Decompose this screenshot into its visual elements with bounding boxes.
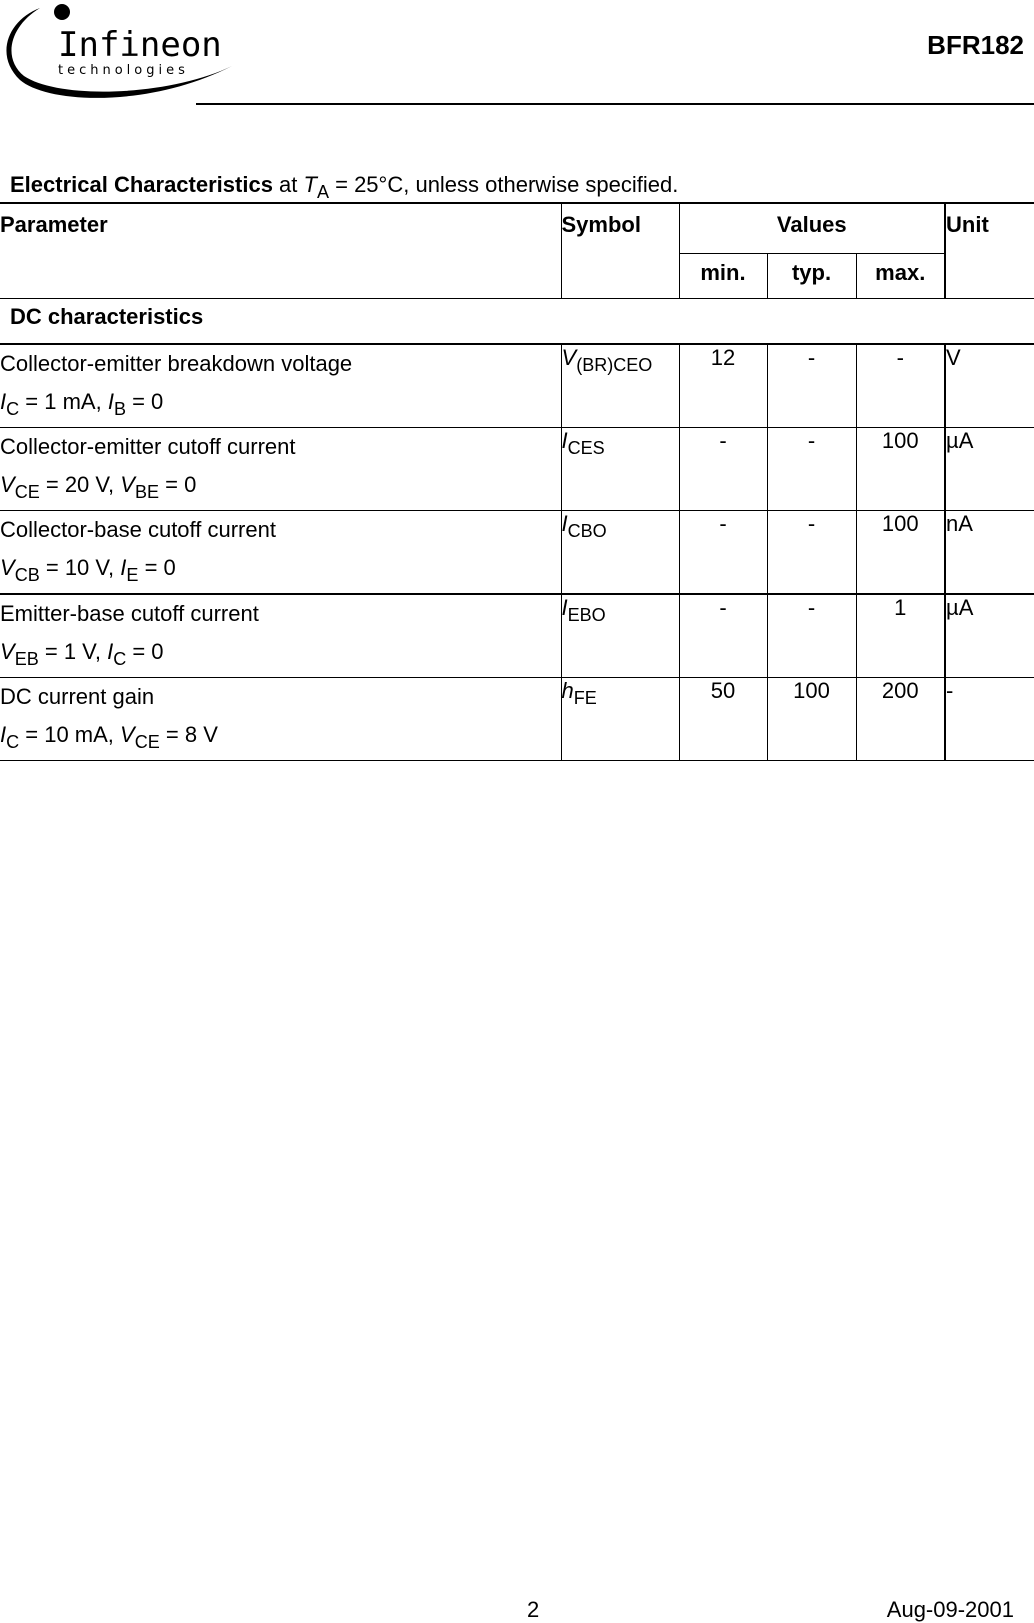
symbol-cell: $h_{FE}$ — [561, 678, 679, 761]
unit-value: µA — [945, 594, 1034, 678]
typ-value: - — [767, 511, 856, 595]
max-value: 1 — [856, 594, 945, 678]
header-typ: typ. — [767, 254, 856, 299]
parameter-cell — [0, 594, 561, 678]
table-caption — [10, 172, 679, 202]
caption-temp-sub: A — [316, 181, 329, 202]
parameter-name: Emitter-base cutoff current — [0, 601, 259, 626]
max-value: 100 — [856, 511, 945, 595]
typ-value: 100 — [767, 678, 856, 761]
table-row — [0, 678, 1034, 761]
logo-subline: technologies — [58, 63, 189, 78]
min-value: - — [679, 428, 767, 511]
section-title: DC characteristics — [0, 299, 1034, 345]
min-value: - — [679, 511, 767, 595]
caption-conditions: = 25°C, unless otherwise specified. — [329, 172, 679, 197]
caption-temp-var: T — [303, 172, 317, 197]
header-unit: Unit — [945, 203, 1034, 299]
unit-value: µA — [945, 428, 1034, 511]
min-value: 50 — [679, 678, 767, 761]
caption-title: Electrical Characteristics — [10, 172, 273, 197]
header-parameter: Parameter — [0, 212, 108, 237]
test-condition: $V_{CE} = 20$ V, $V_{BE} = 0$ — [0, 472, 197, 502]
parameter-cell — [0, 678, 561, 761]
test-condition: $I_C = 10$ mA, $V_{CE} = 8$ V — [0, 722, 218, 752]
symbol-cell: $I_{CBO}$ — [561, 511, 679, 595]
header-divider — [196, 103, 1034, 105]
table-row — [0, 344, 1034, 428]
table-row — [0, 428, 1034, 511]
table-header-row — [0, 203, 1034, 254]
table-row — [0, 511, 1034, 595]
symbol-cell: $I_{CES}$ — [561, 428, 679, 511]
symbol-cell: $I_{EBO}$ — [561, 594, 679, 678]
typ-value: - — [767, 344, 856, 428]
caption-at: at — [272, 172, 304, 197]
test-condition: $V_{EB} = 1$ V, $I_C = 0$ — [0, 639, 164, 669]
header-symbol: Symbol — [561, 203, 679, 299]
test-condition: $V_{CB} = 10$ V, $I_E = 0$ — [0, 555, 176, 585]
parameter-cell — [0, 344, 561, 428]
unit-value: - — [945, 678, 1034, 761]
table-row — [0, 594, 1034, 678]
parameter-name: Collector-emitter cutoff current — [0, 434, 296, 459]
header-values: Values — [679, 203, 945, 254]
parameter-name: Collector-base cutoff current — [0, 517, 276, 542]
typ-value: - — [767, 428, 856, 511]
electrical-characteristics-table — [0, 202, 1034, 761]
max-value: 200 — [856, 678, 945, 761]
part-number: BFR182 — [927, 30, 1024, 60]
document-date: Aug-09-2001 — [886, 1597, 1014, 1622]
header-max: max. — [856, 254, 945, 299]
parameter-name: DC current gain — [0, 684, 155, 709]
typ-value: - — [767, 594, 856, 678]
section-row — [0, 299, 1034, 345]
unit-value: nA — [945, 511, 1034, 595]
test-condition: $I_C = 1$ mA, $I_B = 0$ — [0, 389, 164, 419]
logo-wordmark: Infineon — [58, 25, 222, 65]
header-min: min. — [679, 254, 767, 299]
parameter-cell — [0, 428, 561, 511]
max-value: 100 — [856, 428, 945, 511]
min-value: 12 — [679, 344, 767, 428]
unit-value: V — [945, 344, 1034, 428]
infineon-logo — [0, 0, 240, 108]
parameter-name: Collector-emitter breakdown voltage — [0, 351, 353, 376]
symbol-cell: $V_{(BR)CEO}$ — [561, 344, 679, 428]
page-number: 2 — [527, 1597, 540, 1622]
parameter-cell — [0, 511, 561, 595]
max-value: - — [856, 344, 945, 428]
min-value: - — [679, 594, 767, 678]
